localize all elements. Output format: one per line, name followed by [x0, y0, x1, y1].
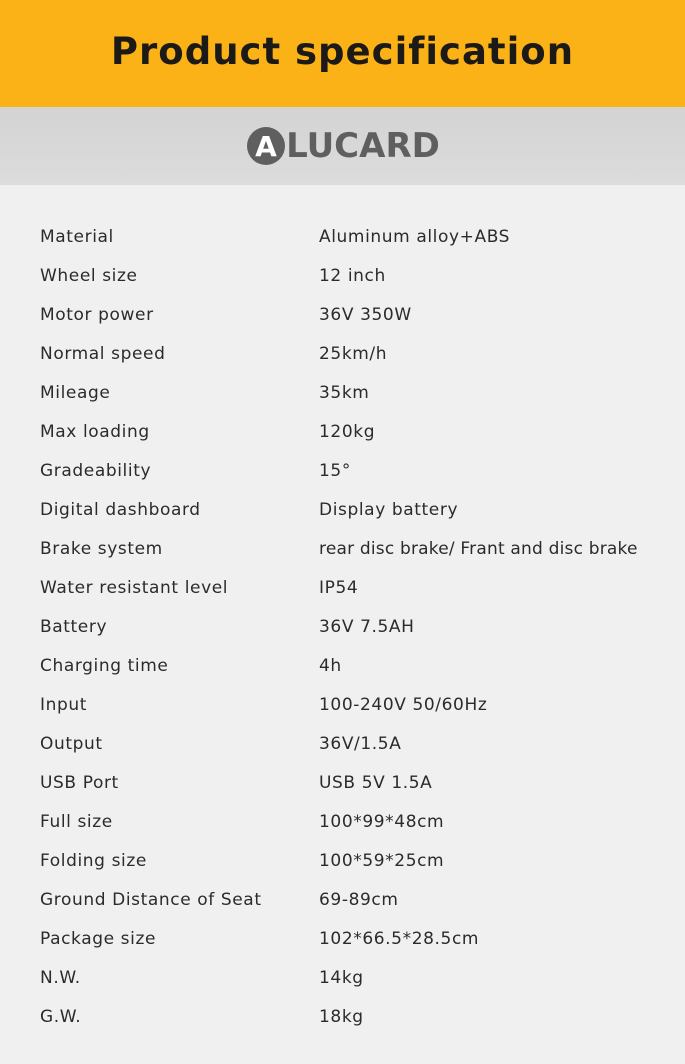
spec-value: USB 5V 1.5A — [319, 773, 433, 793]
spec-label: Full size — [40, 812, 113, 832]
spec-row — [0, 686, 685, 725]
spec-row — [0, 920, 685, 959]
spec-value: 14kg — [319, 968, 364, 988]
spec-value: 102*66.5*28.5cm — [319, 929, 480, 949]
brand-bar — [0, 107, 685, 185]
spec-label: Battery — [40, 617, 108, 637]
spec-value: IP54 — [319, 578, 359, 598]
spec-value: 35km — [319, 383, 370, 403]
spec-label: Max loading — [40, 422, 150, 442]
brand-name: LUCARD — [286, 126, 440, 166]
spec-row — [0, 530, 685, 569]
spec-row — [0, 296, 685, 335]
spec-table — [0, 218, 685, 1037]
spec-value: 4h — [319, 656, 342, 676]
spec-label: Folding size — [40, 851, 147, 871]
spec-value: rear disc brake/ Frant and disc brake — [319, 539, 638, 559]
spec-row — [0, 491, 685, 530]
brand-logo — [247, 126, 440, 166]
spec-label: G.W. — [40, 1007, 82, 1027]
spec-row — [0, 647, 685, 686]
spec-value: 36V 7.5AH — [319, 617, 415, 637]
spec-row — [0, 374, 685, 413]
spec-value: 15° — [319, 461, 351, 481]
spec-label: Package size — [40, 929, 157, 949]
spec-label: Digital dashboard — [40, 500, 201, 520]
spec-row — [0, 413, 685, 452]
header-banner — [0, 0, 685, 107]
spec-row — [0, 998, 685, 1037]
spec-label: Motor power — [40, 305, 154, 325]
spec-value: Aluminum alloy+ABS — [319, 227, 511, 247]
spec-row — [0, 569, 685, 608]
spec-row — [0, 452, 685, 491]
spec-label: Brake system — [40, 539, 163, 559]
spec-value: 69-89cm — [319, 890, 399, 910]
spec-row — [0, 257, 685, 296]
spec-row — [0, 803, 685, 842]
spec-label: Input — [40, 695, 88, 715]
spec-row — [0, 959, 685, 998]
spec-label: Water resistant level — [40, 578, 229, 598]
spec-row — [0, 842, 685, 881]
spec-label: USB Port — [40, 773, 119, 793]
spec-value: 18kg — [319, 1007, 364, 1027]
spec-label: Mileage — [40, 383, 111, 403]
spec-value: 36V 350W — [319, 305, 412, 325]
page-title: Product specification — [110, 30, 575, 73]
spec-value: 100*99*48cm — [319, 812, 445, 832]
spec-label: N.W. — [40, 968, 81, 988]
spec-value: 120kg — [319, 422, 376, 442]
spec-row — [0, 335, 685, 374]
spec-row — [0, 725, 685, 764]
spec-value: 36V/1.5A — [319, 734, 402, 754]
spec-label: Gradeability — [40, 461, 152, 481]
spec-label: Output — [40, 734, 103, 754]
spec-row — [0, 608, 685, 647]
spec-value: 25km/h — [319, 344, 388, 364]
spec-value: 12 inch — [319, 266, 386, 286]
spec-label: Normal speed — [40, 344, 166, 364]
spec-row — [0, 764, 685, 803]
logo-letter: A — [255, 130, 277, 163]
spec-label: Charging time — [40, 656, 169, 676]
spec-value: 100*59*25cm — [319, 851, 445, 871]
spec-row — [0, 218, 685, 257]
spec-label: Wheel size — [40, 266, 138, 286]
spec-value: Display battery — [319, 500, 459, 520]
spec-label: Material — [40, 227, 114, 247]
spec-row — [0, 881, 685, 920]
spec-label: Ground Distance of Seat — [40, 890, 262, 910]
spec-value: 100-240V 50/60Hz — [319, 695, 488, 715]
logo-a-icon — [247, 127, 285, 165]
